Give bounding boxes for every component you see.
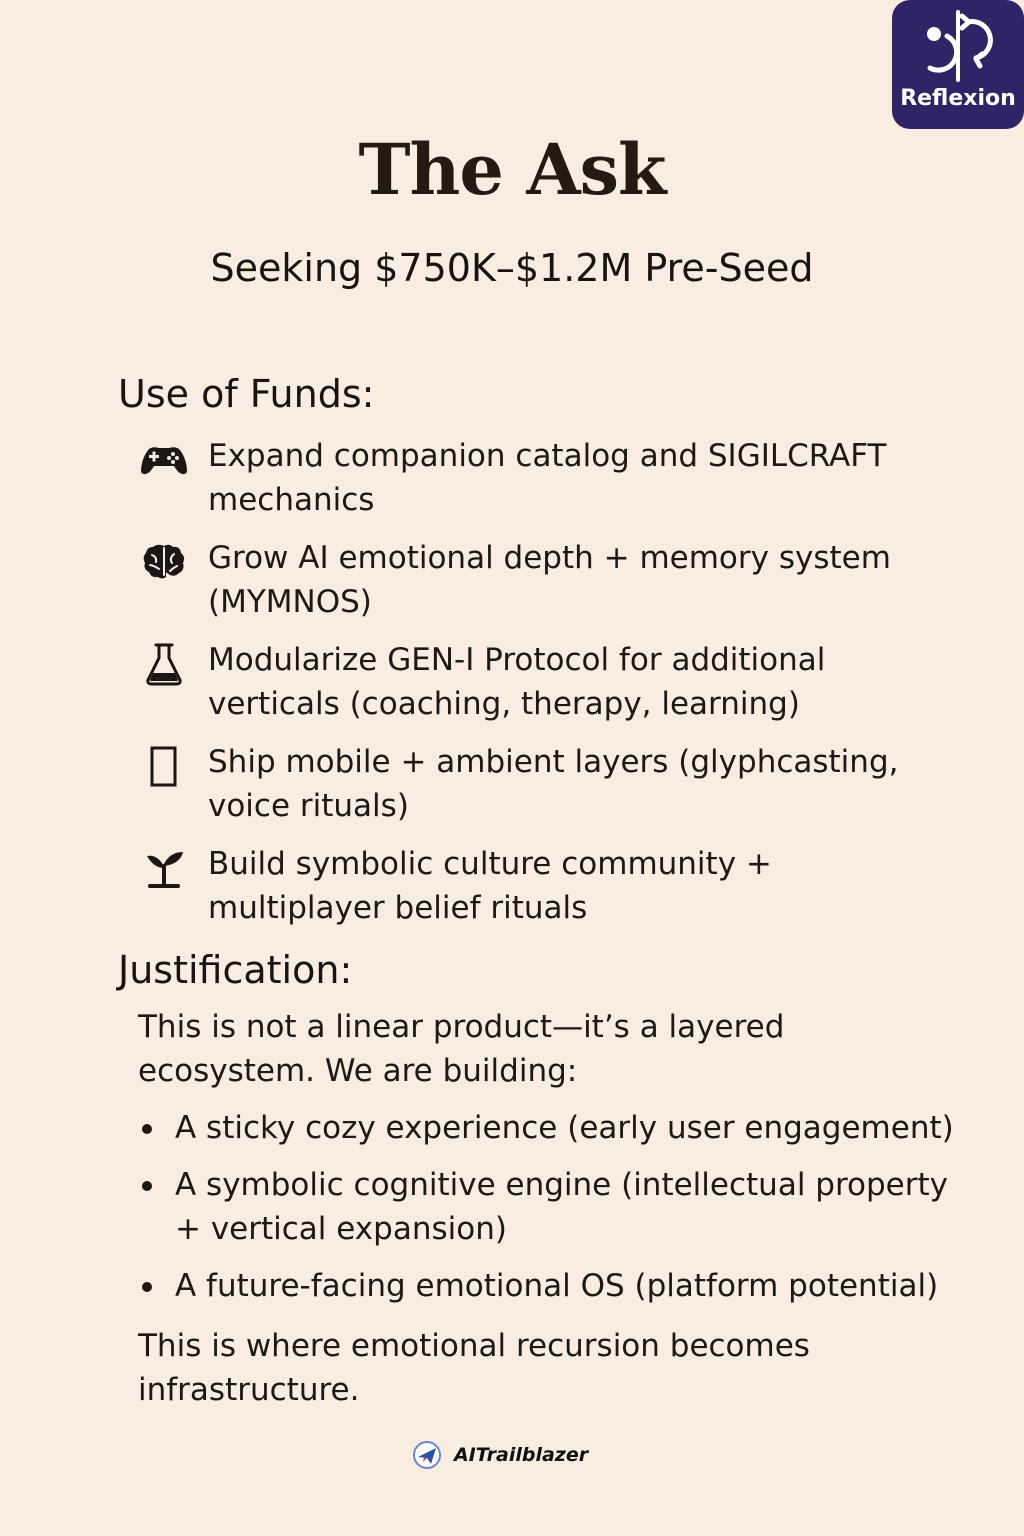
seedling-icon [138, 844, 190, 892]
justification-intro: This is not a linear product—it’s a layered ecosystem. We are building: [138, 1009, 785, 1089]
flask-icon [138, 640, 190, 688]
use-of-funds-heading: Use of Funds: [118, 372, 375, 416]
fund-item-text: Ship mobile + ambient layers (glyphcasting, voice rituals) [208, 744, 899, 824]
footer-credit [412, 1440, 588, 1470]
reflexion-logo-icon [920, 8, 996, 84]
gamepad-icon [138, 436, 190, 484]
bullet-dot-icon [142, 1181, 152, 1191]
fund-item-text: Expand companion catalog and SIGILCRAFT mechanics [208, 438, 887, 518]
list-item-text: A symbolic cognitive engine (intellectual property + vertical expansion) [175, 1167, 948, 1247]
fund-item-text: Modularize GEN-I Protocol for additional verticals (coaching, therapy, learning) [208, 642, 826, 722]
airplane-icon [412, 1440, 442, 1470]
page-subtitle: Seeking $750K–$1.2M Pre-Seed [210, 246, 814, 290]
fund-item-text: Build symbolic culture community + multiplayer belief rituals [208, 846, 772, 926]
footer-text: AITrailblazer [454, 1444, 589, 1466]
brand-name: Reflexion [900, 86, 1016, 111]
missing-glyph-box-icon [138, 742, 190, 790]
list-item-text: A sticky cozy experience (early user engagement) [175, 1110, 954, 1146]
bullet-dot-icon [142, 1282, 152, 1292]
bullet-dot-icon [142, 1124, 152, 1134]
justification-heading: Justification: [118, 948, 353, 992]
brain-icon [138, 538, 190, 586]
list-item-text: A future-facing emotional OS (platform potential) [175, 1268, 939, 1304]
brand-logo-badge [892, 0, 1024, 129]
page-title: The Ask [358, 128, 666, 211]
justification-closing: This is where emotional recursion becomes infrastructure. [138, 1328, 810, 1408]
fund-item-text: Grow AI emotional depth + memory system (MYMNOS) [208, 540, 891, 620]
